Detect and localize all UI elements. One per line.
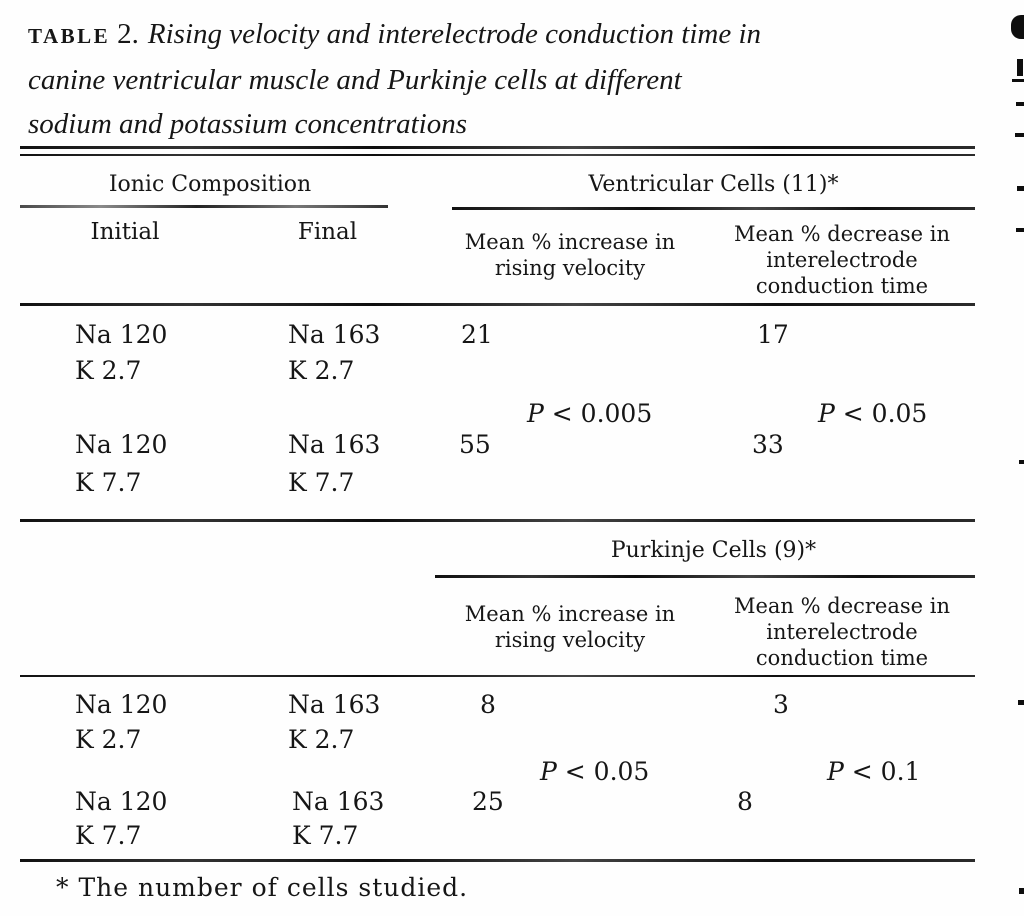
purkinje-increase-header: Mean % increase in rising velocity [464,602,676,652]
scan-fragment [1017,59,1023,76]
table-caption-number: 2. [117,18,139,50]
top-double-rule-upper [20,146,975,149]
table-caption-line2: canine ventricular muscle and Purkinje cells at different [28,64,682,96]
scan-fragment [1015,133,1024,137]
table-caption-label: TABLE [28,24,111,48]
purk-row2-final-k: K 7.7 [292,821,359,850]
vent-row1-initial-na: Na 120 [75,320,168,349]
scan-fragment [1016,102,1024,106]
vent-row2-initial-na: Na 120 [75,430,168,459]
purk-row2-final-na: Na 163 [292,787,385,816]
table-footnote: * The number of cells studied. [56,873,469,902]
purk-row1-decrease-value: 3 [773,690,789,719]
table-caption-line1: Rising velocity and interelectrode conduction time in [147,18,762,50]
scan-fragment [1012,79,1024,82]
vent-row1-decrease-value: 17 [757,320,789,349]
purk-p-value-increase: P < 0.05 [540,757,650,786]
vent-row1-initial-k: K 2.7 [75,356,142,385]
purk-row2-initial-na: Na 120 [75,787,168,816]
vent-p-value-increase: P < 0.005 [527,399,653,428]
scan-fragment [1019,888,1024,894]
purk-p-value-decrease: P < 0.1 [827,757,921,786]
vent-row1-increase-value: 21 [461,320,493,349]
vent-row2-final-k: K 7.7 [288,468,355,497]
purkinje-decrease-header: Mean % decrease in interelectrode conduction time [733,594,951,670]
purkinje-cells-header: Purkinje Cells (9)* [610,538,817,563]
purk-row1-initial-na: Na 120 [75,690,168,719]
scan-fragment [1016,228,1024,232]
scan-fragment [1018,700,1024,705]
ventricular-cells-header: Ventricular Cells (11)* [588,172,839,197]
purk-row1-increase-value: 8 [480,690,496,719]
vent-row2-initial-k: K 7.7 [75,468,142,497]
initial-column-header: Initial [90,219,160,245]
table-caption [28,12,908,146]
ionic-composition-header: Ionic Composition [108,172,312,197]
ionic-composition-underline-rule [20,205,388,208]
ventricular-underline-rule [452,207,975,210]
vent-row2-final-na: Na 163 [288,430,381,459]
vent-row2-increase-value: 55 [459,430,491,459]
ventricular-decrease-header: Mean % decrease in interelectrode conduction time [733,222,951,298]
purk-row2-decrease-value: 8 [737,787,753,816]
final-column-header: Final [297,219,358,245]
purk-row1-initial-k: K 2.7 [75,725,142,754]
top-double-rule-lower [20,154,975,156]
purkinje-underline-rule [435,575,975,578]
section-divider-rule [20,519,975,522]
scan-fragment [1019,460,1024,464]
purkinje-header-bottom-rule [20,675,975,677]
purk-row1-final-na: Na 163 [288,690,381,719]
ventricular-increase-header: Mean % increase in rising velocity [464,230,676,280]
vent-row1-final-k: K 2.7 [288,356,355,385]
vent-p-value-decrease: P < 0.05 [818,399,928,428]
scan-fragment [1011,15,1024,39]
purk-row2-increase-value: 25 [472,787,504,816]
purk-row1-final-k: K 2.7 [288,725,355,754]
purk-row2-initial-k: K 7.7 [75,821,142,850]
vent-row2-decrease-value: 33 [752,430,784,459]
vent-row1-final-na: Na 163 [288,320,381,349]
table-bottom-rule [20,859,975,862]
table-caption-line3: sodium and potassium concentrations [28,108,468,140]
scan-fragment [1017,186,1024,191]
ventricular-header-bottom-rule [20,303,975,306]
